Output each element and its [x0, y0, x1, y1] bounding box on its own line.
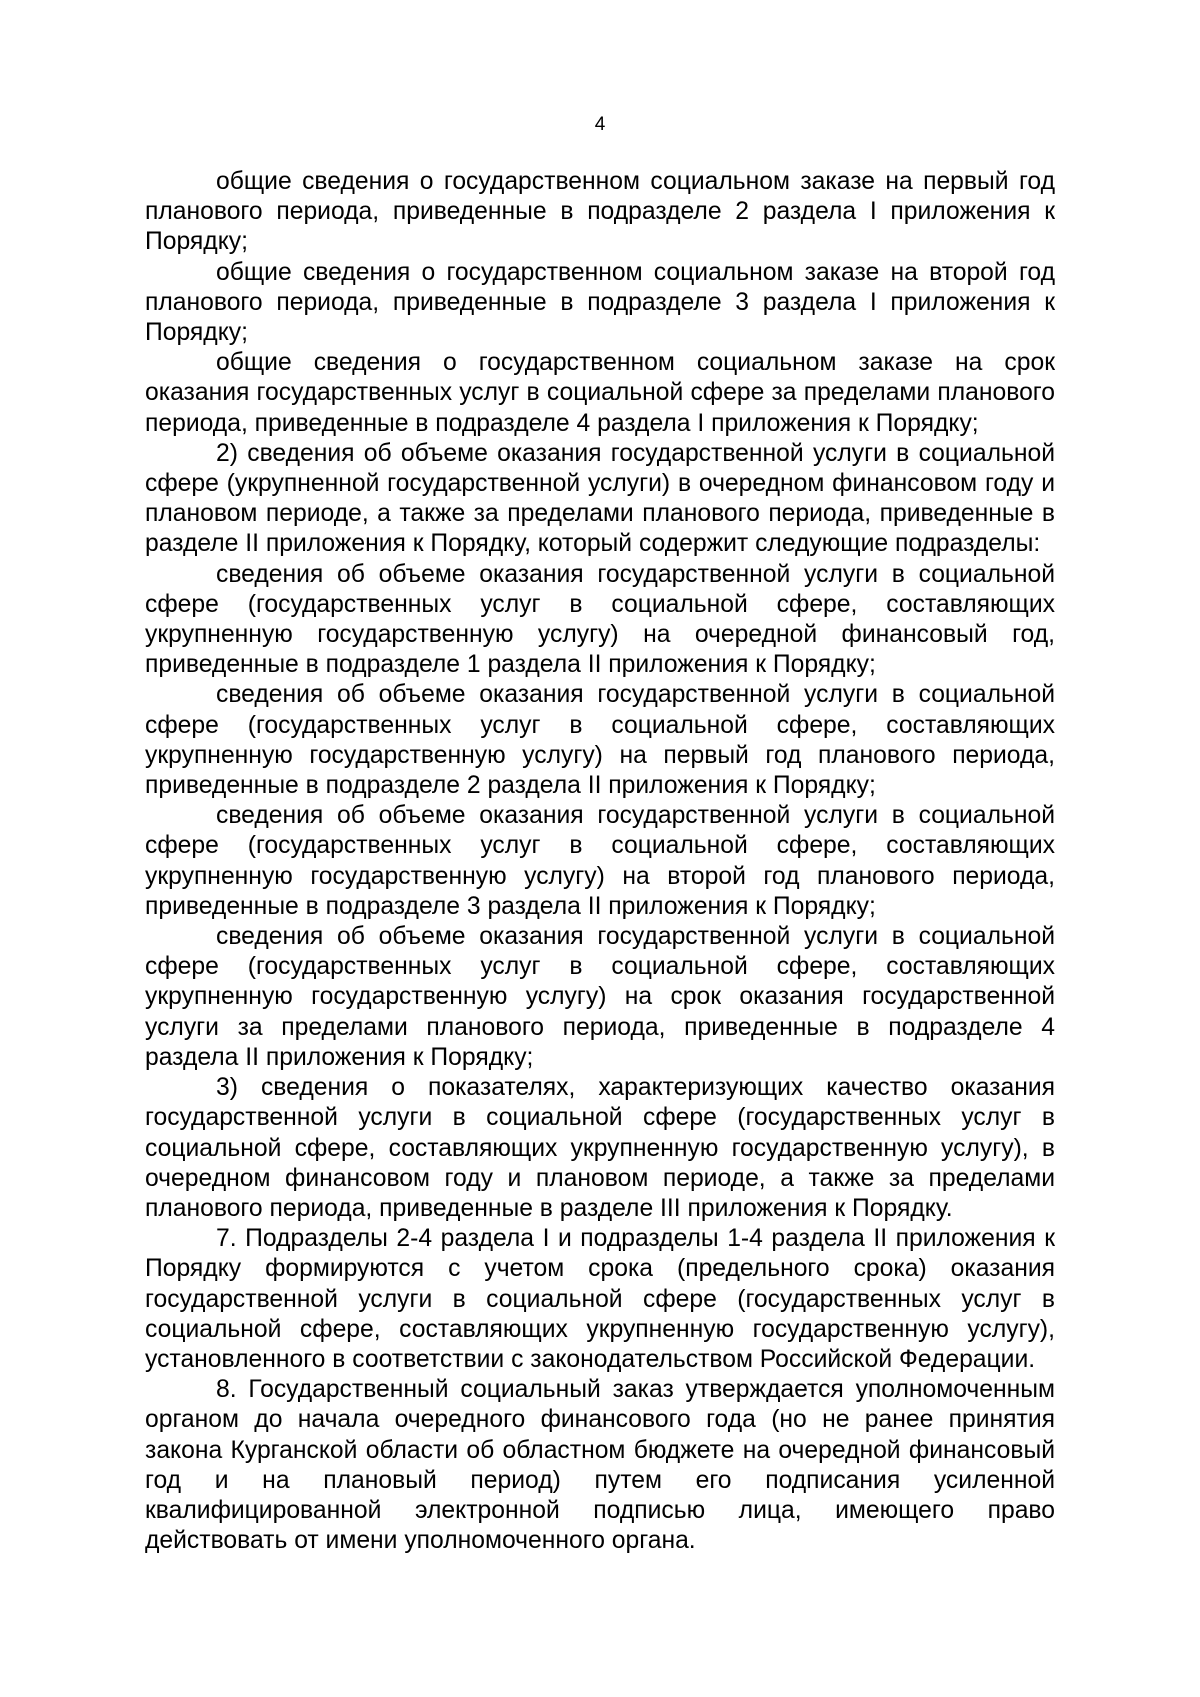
paragraph: 3) сведения о показателях, характеризующих качество оказания государственной услуги в социальной сфере (государственных услуг в социальной сфере, составляющих укрупненную государственную услугу), в очередном финансовом году и плановом периоде, а также за пределами планового периода, приведенные в разделе III приложения к Порядку.	[145, 1074, 1055, 1222]
page-number: 4	[594, 114, 606, 135]
paragraph: общие сведения о государственном социальном заказе на срок оказания государственных услуг в социальной сфере за пределами планового периода, приведенные в подразделе 4 раздела I приложения к Порядку;	[145, 349, 1055, 437]
paragraph: общие сведения о государственном социальном заказе на второй год планового периода, приведенные в подразделе 3 раздела I приложения к Порядку;	[145, 258, 1055, 347]
document-body	[145, 167, 1055, 1556]
paragraph: 2) сведения об объеме оказания государственной услуги в социальной сфере (укрупненной государственной услуги) в очередном финансовом году и плановом периоде, а также за пределами планового периода, приведенные в разделе II приложения к Порядку, который содержит следующие подразделы:	[145, 439, 1055, 558]
paragraph: 7. Подразделы 2-4 раздела I и подразделы 1-4 раздела II приложения к Порядку формируются с учетом срока (предельного срока) оказания государственной услуги в социальной сфере (государственных услуг в социальной сфере, составляющих укрупненную государственную услугу), установленного в соответствии с законодательством Российской Федерации.	[145, 1225, 1055, 1373]
paragraph: общие сведения о государственном социальном заказе на первый год планового периода, приведенные в подразделе 2 раздела I приложения к Порядку;	[145, 168, 1055, 256]
paragraph: сведения об объеме оказания государственной услуги в социальной сфере (государственных услуг в социальной сфере, составляющих укрупненную государственную услугу) на очередной финансовый год, приведенные в подразделе 1 раздела II приложения к Порядку;	[145, 560, 1055, 679]
paragraph: сведения об объеме оказания государственной услуги в социальной сфере (государственных услуг в социальной сфере, составляющих укрупненную государственную услугу) на второй год планового периода, приведенные в подразделе 3 раздела II приложения к Порядку;	[145, 802, 1055, 920]
paragraph: сведения об объеме оказания государственной услуги в социальной сфере (государственных услуг в социальной сфере, составляющих укрупненную государственную услугу) на первый год планового периода, приведенные в подразделе 2 раздела II приложения к Порядку;	[145, 681, 1055, 800]
paragraph: сведения об объеме оказания государственной услуги в социальной сфере (государственных услуг в социальной сфере, составляющих укрупненную государственную услугу) на срок оказания государственной услуги за пределами планового периода, приведенные в подразделе 4 раздела II приложения к Порядку;	[145, 923, 1055, 1071]
paragraph: 8. Государственный социальный заказ утверждается уполномоченным органом до начала очередного финансового года (но не ранее принятия закона Курганской области об областном бюджете на очередной финансовый год и на плановый период) путем его подписания усиленной квалифицированной электронной подписью лица, имеющего право действовать от имени уполномоченного органа.	[145, 1376, 1055, 1555]
